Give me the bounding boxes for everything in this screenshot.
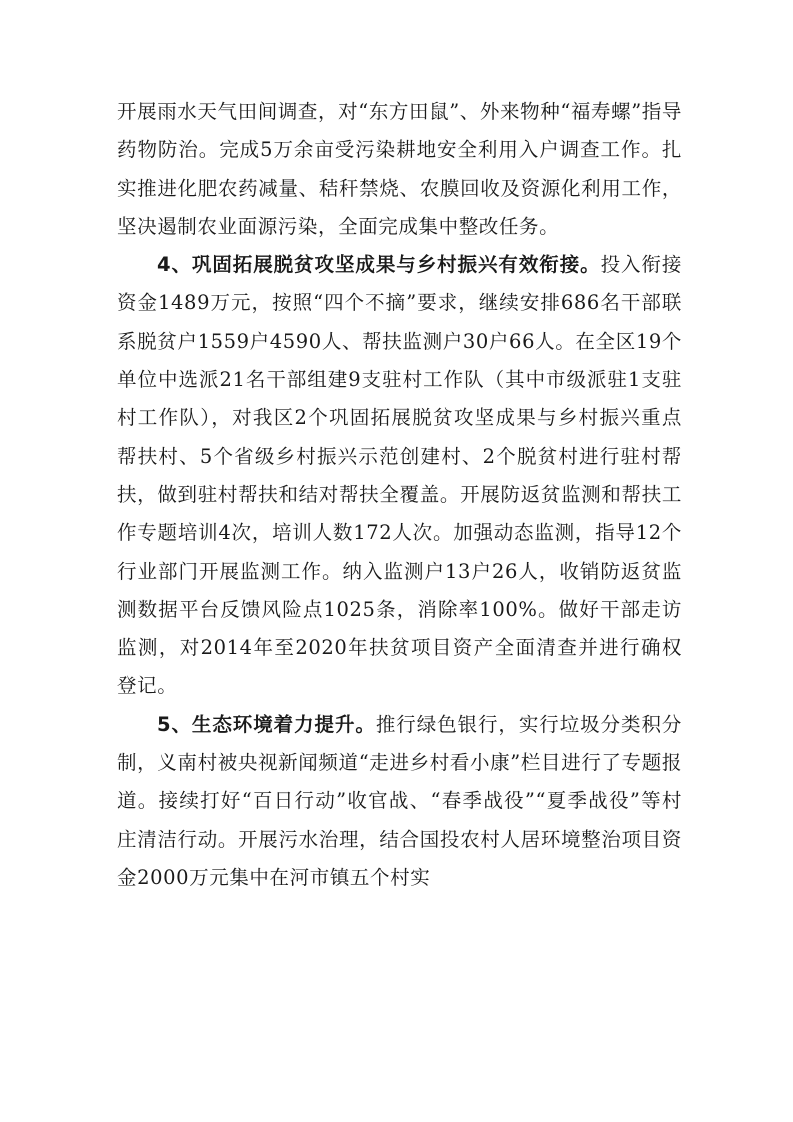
- section-heading-4: 4、巩固拓展脱贫攻坚成果与乡村振兴有效衔接。: [157, 253, 601, 277]
- paragraph-ecological-environment: [117, 706, 682, 897]
- paragraph-text: 开展雨水天气田间调查，对“东方田鼠”、外来物种“福寿螺”指导药物防治。完成5万余亩受污染耕地安全利用入户调查工作。扎实推进化肥农药减量、秸秆禁烧、农膜回收及资源化利用工作，坚决遏制农业面源污染，全面完成集中整改任务。: [117, 100, 682, 238]
- section-heading-5: 5、生态环境着力提升。: [157, 712, 376, 736]
- document-body: [117, 93, 682, 897]
- paragraph-text: 推行绿色银行，实行垃圾分类积分制，义南村被央视新闻频道“走进乡村看小康”栏目进行了专题报道。接续打好“百日行动”收官战、“春季战役”“夏季战役”等村庄清洁行动。开展污水治理，结合国投农村人居环境整治项目资金2000万元集中在河市镇五个村实: [117, 712, 682, 889]
- paragraph-continuation: [117, 93, 682, 246]
- paragraph-text: 投入衔接资金1489万元，按照“四个不摘”要求，继续安排686名干部联系脱贫户1559户4590人、帮扶监测户30户66人。在全区19个单位中选派21名干部组建9支驻村工作队（其中市级派驻1支驻村工作队），对我区2个巩固拓展脱贫攻坚成果与乡村振兴重点帮扶村、5个省级乡村振兴示范创建村、2个脱贫村进行驻村帮扶，做到驻村帮扶和结对帮扶全覆盖。开展防返贫监测和帮扶工作专题培训4次，培训人数172人次。加强动态监测，指导12个行业部门开展监测工作。纳入监测户13户26人，收销防返贫监测数据平台反馈风险点1025条，消除率100%。做好干部走访监测，对2014年至2020年扶贫项目资产全面清查并进行确权登记。: [117, 253, 682, 698]
- paragraph-poverty-alleviation: [117, 246, 682, 706]
